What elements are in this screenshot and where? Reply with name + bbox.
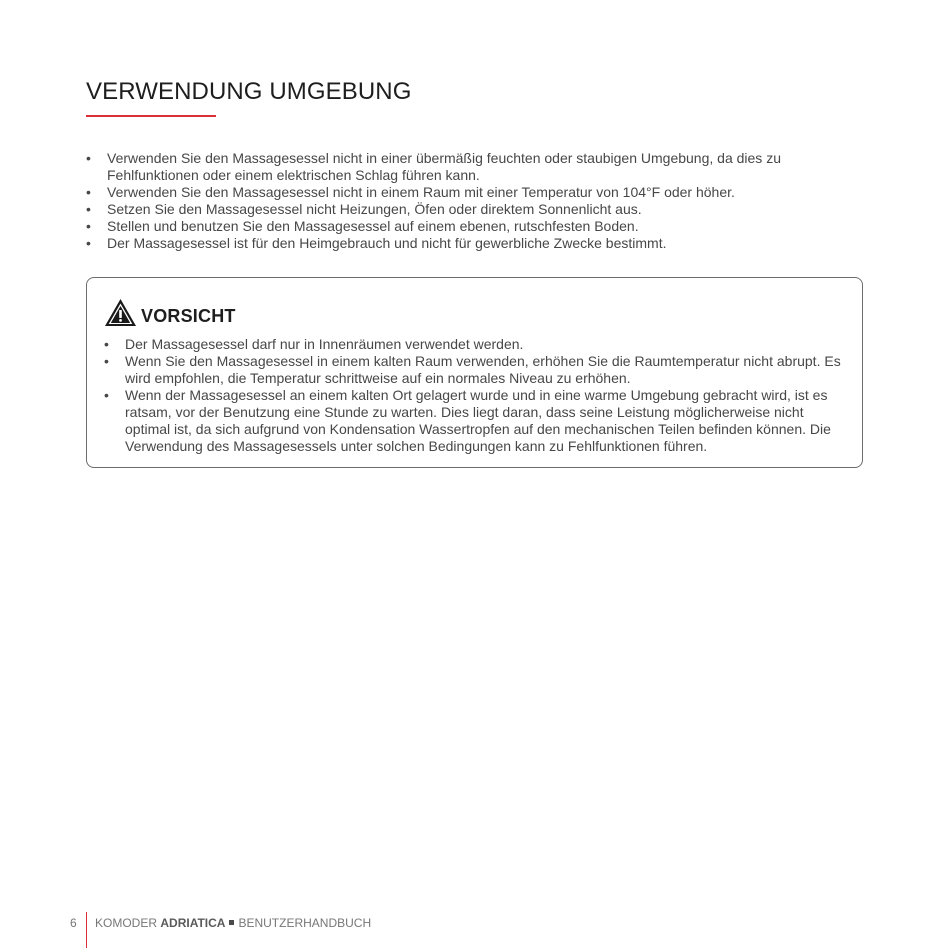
warning-triangle-icon (104, 298, 137, 327)
page-footer (0, 908, 950, 948)
square-separator-icon (229, 920, 234, 925)
list-item: • Der Massagesessel darf nur in Innenräumen verwendet werden. (104, 336, 844, 353)
list-item: • Setzen Sie den Massagesessel nicht Heizungen, Öfen oder direktem Sonnenlicht aus. (86, 201, 816, 218)
footer-brand: KOMODER (95, 916, 158, 930)
list-item: • Verwenden Sie den Massagesessel nicht in einem Raum mit einer Temperatur von 104°F oder höher. (86, 184, 816, 201)
list-item: • Wenn Sie den Massagesessel in einem kalten Raum verwenden, erhöhen Sie die Raumtemperatur nicht abrupt. Es wird empfohlen, die Temperatur schrittweise auf ein normales Niveau zu erhöhen. (104, 353, 844, 387)
caution-header (104, 297, 236, 327)
caution-list (104, 336, 844, 455)
list-item: • Verwenden Sie den Massagesessel nicht in einer übermäßig feuchten oder staubigen Umgebung, da dies zu Fehlfunktionen oder einem elektrischen Schlag führen kann. (86, 150, 816, 184)
footer-doc-type: BENUTZERHANDBUCH (238, 916, 372, 930)
list-item: • Der Massagesessel ist für den Heimgebrauch und nicht für gewerbliche Zwecke bestimmt. (86, 235, 816, 252)
footer-model: ADRIATICA (160, 916, 226, 930)
page-number: 6 (70, 916, 77, 930)
caution-title: VORSICHT (141, 306, 236, 326)
footer-doc-label (95, 916, 371, 930)
page-title: VERWENDUNG UMGEBUNG (86, 78, 412, 105)
list-item: • Stellen und benutzen Sie den Massagesessel auf einem ebenen, rutschfesten Boden. (86, 218, 816, 235)
title-underline (86, 115, 216, 117)
list-item: • Wenn der Massagesessel an einem kalten Ort gelagert wurde und in eine warme Umgebung gebracht wird, ist es ratsam, vor der Benutzung eine Stunde zu warten. Dies liegt daran, dass seine Leistung möglicherweise nicht optimal ist, da sich aufgrund von Kondensation Wassertropfen auf den mechanischen Teilen befinden können. Die Verwendung des Massagesessels unter solchen Bedingungen kann zu Fehlfunktionen führen. (104, 387, 844, 455)
caution-box (86, 277, 863, 468)
footer-divider (86, 912, 87, 948)
usage-environment-list (86, 150, 816, 252)
